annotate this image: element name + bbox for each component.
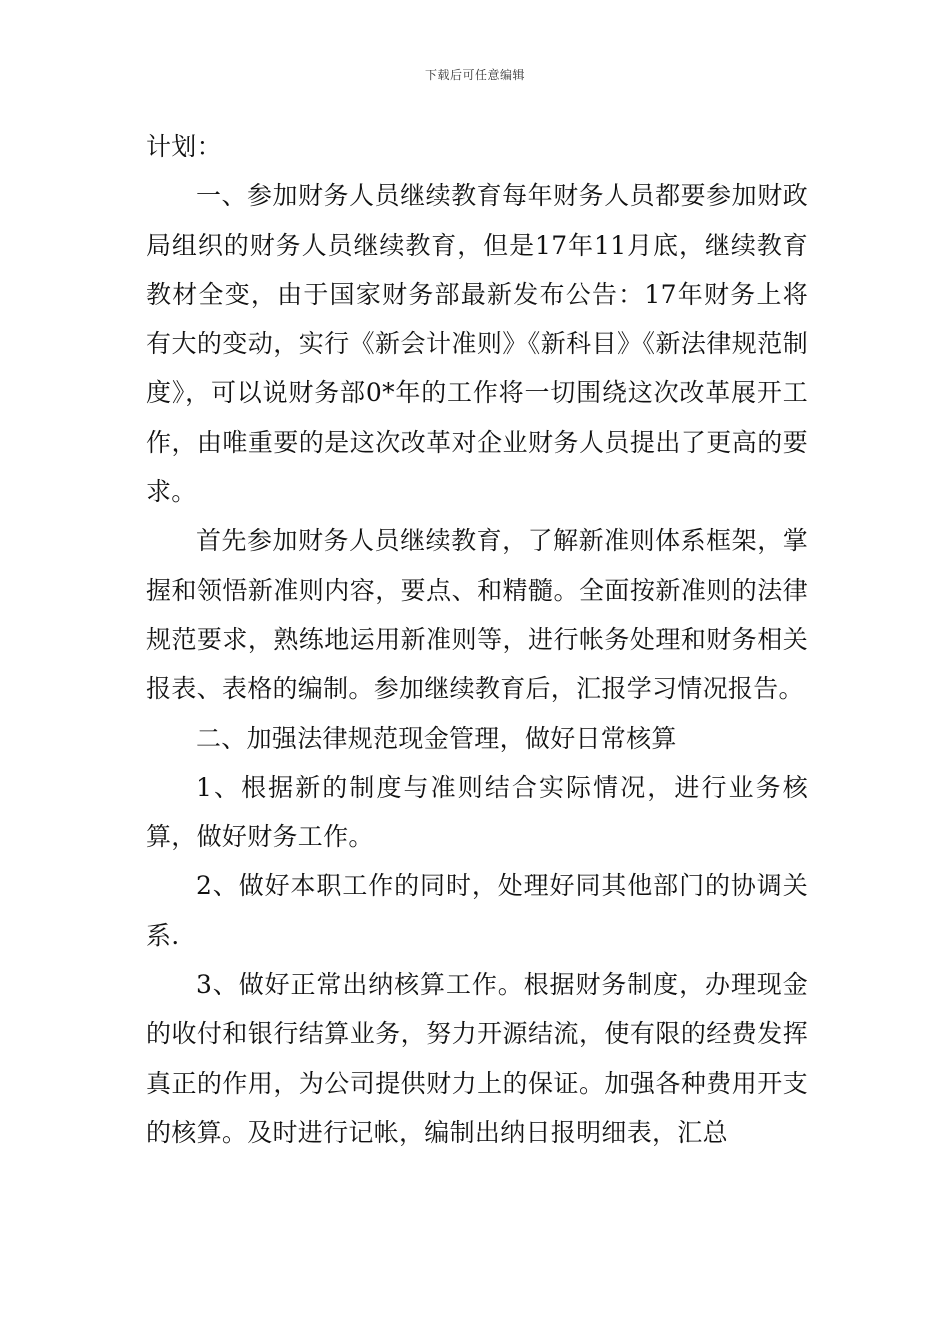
paragraph-item-2: 2、做好本职工作的同时，处理好同其他部门的协调关系. [146, 871, 808, 950]
paragraph-section-one: 一、参加财务人员继续教育每年财务人员都要参加财政局组织的财务人员继续教育，但是17年11月底，继续教育教材全变，由于国家财务部最新发布公告：17年财务上将有大的变动，实行《新会计准则》《新科目》《新法律规范制度》，可以说财务部0*年的工作将一切围绕这次改革展开工作，由唯重要的是这次改革对企业财务人员提出了更高的要求。 [146, 181, 808, 507]
paragraph-item-3: 3、做好正常出纳核算工作。根据财务制度，办理现金的收付和银行结算业务，努力开源结流，使有限的经费发挥真正的作用，为公司提供财力上的保证。加强各种费用开支的核算。及时进行记帐，编制出纳日报明细表，汇总 [146, 970, 808, 1147]
page-header-note: 下载后可任意编辑 [424, 68, 525, 82]
paragraph-continuing-education: 首先参加财务人员继续教育，了解新准则体系框架，掌握和领悟新准则内容，要点、和精髓。全面按新准则的法律规范要求，熟练地运用新准则等，进行帐务处理和财务相关报表、表格的编制。参加继续教育后，汇报学习情况报告。 [146, 526, 808, 704]
paragraph-section-two-heading: 二、加强法律规范现金管理，做好日常核算 [196, 723, 677, 753]
document-body [146, 122, 808, 1157]
paragraph-item-1: 1、根据新的制度与准则结合实际情况，进行业务核算，做好财务工作。 [146, 772, 808, 852]
plan-label: 计划： [146, 132, 222, 161]
